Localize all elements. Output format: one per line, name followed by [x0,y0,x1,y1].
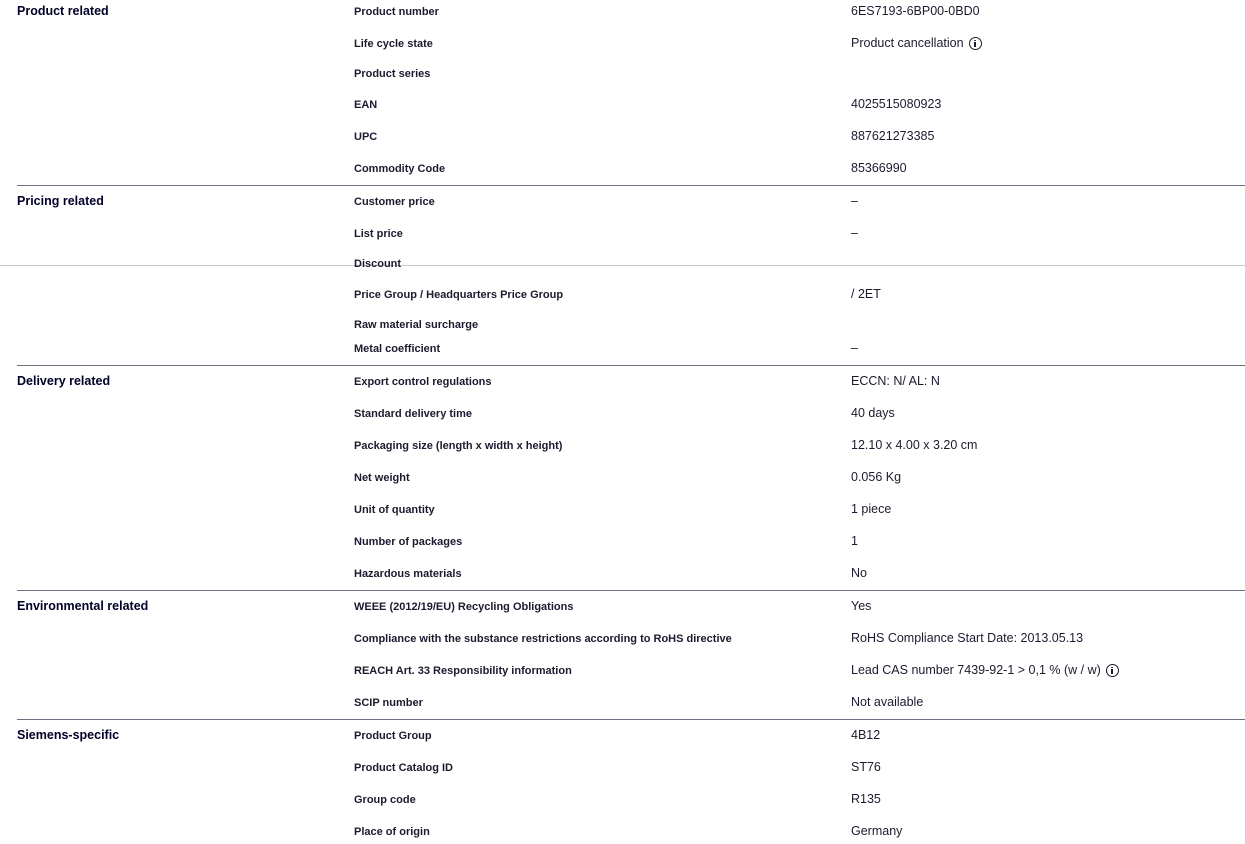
row-value [851,4,980,18]
value-text: ECCN: N/ AL: N [851,374,940,388]
row-value [851,129,934,143]
row-value [851,824,902,838]
row-label: EAN [354,99,378,111]
value-text: – [851,194,858,208]
row-label: REACH Art. 33 Responsibility information [354,665,572,677]
row-value [851,341,858,355]
value-text: 12.10 x 4.00 x 3.20 cm [851,438,978,452]
section-title-delivery-related: Delivery related [17,374,111,388]
table-row [0,629,1245,649]
row-label: Raw material surcharge [354,319,479,331]
value-text: Product cancellation [851,36,964,50]
table-row [0,339,1245,359]
table-row [0,127,1245,147]
value-text: – [851,226,858,240]
row-label: Net weight [354,472,410,484]
table-row [0,532,1245,552]
row-value [851,502,891,516]
section-title-product-related: Product related [17,4,109,18]
row-label: SCIP number [354,697,423,709]
value-text: – [851,341,858,355]
row-value [851,226,858,240]
table-row [0,254,1245,274]
table-row [0,224,1245,244]
value-text: RoHS Compliance Start Date: 2013.05.13 [851,631,1084,645]
table-row [0,95,1245,115]
row-label: Unit of quantity [354,504,435,516]
table-row [0,315,1245,335]
table-row [0,758,1245,778]
value-text: Lead CAS number 7439-92-1 > 0,1 % (w / w) [851,663,1101,677]
row-value [851,406,895,420]
row-value [851,728,880,742]
section-divider [17,590,1245,591]
row-label: Number of packages [354,536,463,548]
row-value [851,663,1119,677]
value-text: ST76 [851,760,881,774]
row-value [851,97,941,111]
row-value [851,631,1083,645]
table-row [0,822,1245,842]
value-text: 1 piece [851,502,892,516]
row-label: Group code [354,794,416,806]
section-divider [17,185,1245,186]
table-row [0,500,1245,520]
row-value [851,695,923,709]
value-text: 4025515080923 [851,97,942,111]
row-value [851,161,907,175]
row-label: UPC [354,131,378,143]
row-label: Hazardous materials [354,568,462,580]
row-value [851,36,982,50]
value-text: 40 days [851,406,895,420]
value-text: Not available [851,695,924,709]
row-value [851,792,881,806]
table-row [0,790,1245,810]
info-icon[interactable] [969,37,982,50]
table-row [0,693,1245,713]
table-row [0,468,1245,488]
row-value [851,374,940,388]
value-text: 4B12 [851,728,881,742]
row-value [851,599,871,613]
row-value [851,194,858,208]
row-value [851,534,858,548]
row-label: Metal coefficient [354,343,441,355]
row-value [851,470,901,484]
row-label: Export control regulations [354,376,492,388]
section-divider [17,365,1245,366]
row-label: Price Group / Headquarters Price Group [354,289,564,301]
row-label: Standard delivery time [354,408,472,420]
row-label: Discount [354,258,402,270]
table-row [0,726,1245,746]
value-text: / 2ET [851,287,881,301]
row-label: List price [354,228,403,240]
value-text: 887621273385 [851,129,935,143]
section-title-pricing-related: Pricing related [17,194,104,208]
row-label: Commodity Code [354,163,446,175]
table-row [0,597,1245,617]
row-label: Customer price [354,196,435,208]
info-icon[interactable] [1106,664,1119,677]
row-value [851,287,881,301]
section-title-siemens-specific: Siemens-specific [17,728,120,742]
table-row [0,64,1245,84]
table-row [0,34,1245,54]
row-value [851,760,881,774]
row-value [851,566,867,580]
row-label: Place of origin [354,826,430,838]
row-label: Product number [354,6,439,18]
value-text: 6ES7193-6BP00-0BD0 [851,4,980,18]
table-row [0,404,1245,424]
value-text: 85366990 [851,161,907,175]
table-row [0,159,1245,179]
value-text: Yes [851,599,872,613]
table-row [0,372,1245,392]
row-label: Packaging size (length x width x height) [354,440,563,452]
value-text: R135 [851,792,881,806]
table-row [0,436,1245,456]
table-row [0,192,1245,212]
value-text: 1 [851,534,858,548]
row-value [851,438,977,452]
row-label: Product Group [354,730,432,742]
table-row [0,285,1245,305]
row-label: WEEE (2012/19/EU) Recycling Obligations [354,601,574,613]
section-divider [17,719,1245,720]
table-row [0,2,1245,22]
row-label: Product series [354,68,431,80]
value-text: 0.056 Kg [851,470,902,484]
row-label: Compliance with the substance restrictions according to RoHS directive [354,633,732,645]
row-label: Life cycle state [354,38,433,50]
section-title-environmental-related: Environmental related [17,599,149,613]
table-row [0,564,1245,584]
table-row [0,661,1245,681]
row-label: Product Catalog ID [354,762,454,774]
value-text: No [851,566,867,580]
value-text: Germany [851,824,903,838]
